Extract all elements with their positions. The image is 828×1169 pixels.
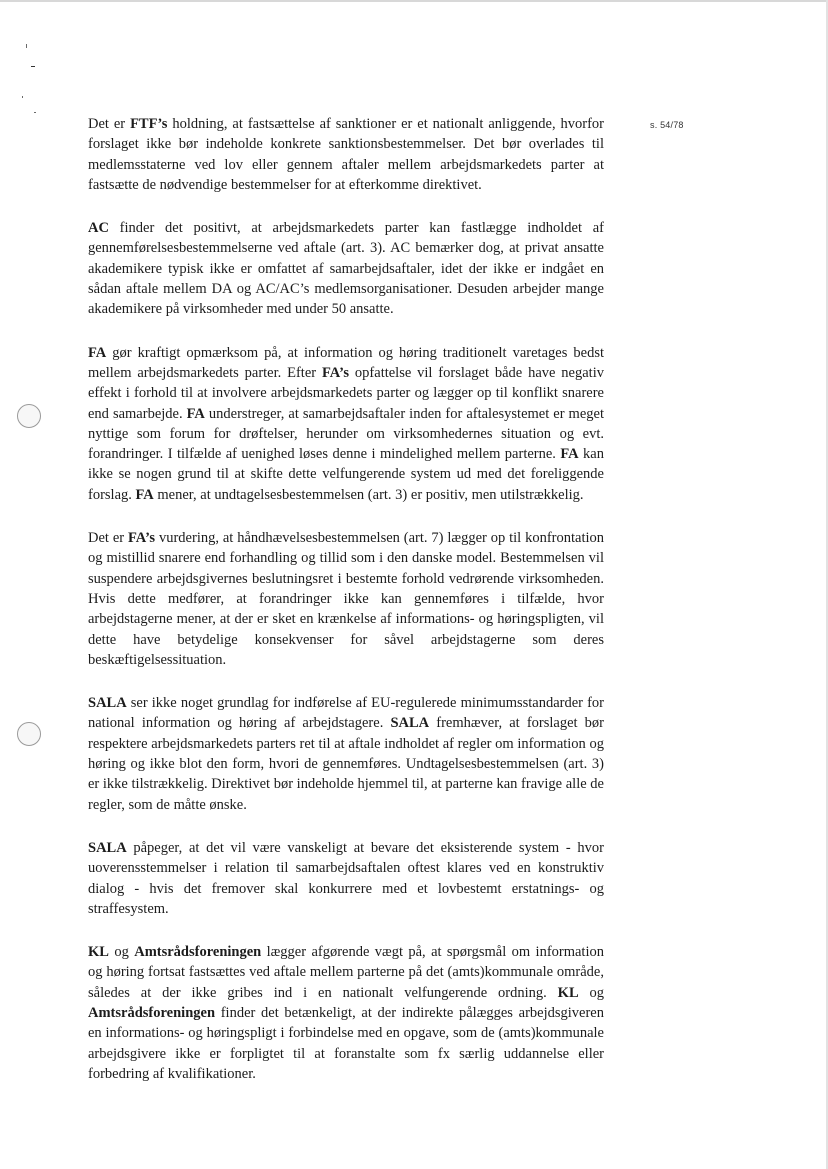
- organization-name: SALA: [88, 839, 127, 856]
- organization-name: SALA: [390, 715, 430, 732]
- paragraph-text: Det er: [88, 116, 131, 132]
- paragraph-text: fremhæver, at forslaget bør respektere arbejdsmarkedets parters ret til at aftale indholdet af regler om information og høring og ikke blot den form, hvori de gennemføres. Undtagelsesbestemmelsen (art. 3) er ikke tilstrækkelig. Direktivet bør indeholde hjemmel til, at parterne kan fravige alle de regler, som de måtte ønske.: [88, 715, 605, 813]
- paragraph-kl: [88, 942, 604, 1084]
- paragraph-sala-2: [88, 838, 604, 919]
- organization-name: FA: [186, 405, 205, 422]
- paragraph-fa-1: [88, 343, 604, 505]
- paragraph-text: opfattelse vil forslaget både have negativ effekt i forhold til at involvere arbejdsmarkedets parter og lægger op til konflikt snarere end samarbejde.: [88, 364, 604, 422]
- paragraph-ac: [88, 218, 604, 319]
- paragraph-text: holdning, at fastsættelse af sanktioner er et nationalt anliggende, hvorfor forslaget ikke bør indeholde konkrete sanktionsbestemmelser. Det bør overlades til medlemsstaterne ved lov eller gennem aftaler mellem arbejdsmarkedets parter at fastsætte de nødvendige bestemmelser for at efterkomme direktivet.: [88, 116, 604, 193]
- scan-speck: [34, 112, 36, 113]
- paragraph-text: ser ikke noget grundlag for indførelse af EU-regulerede minimumsstandarder for national information og høring af arbejdstagere.: [88, 695, 604, 732]
- organization-name: SALA: [88, 695, 127, 712]
- paragraph-text: gør kraftigt opmærksom på, at information og høring traditionelt varetages bedst mellem arbejdsmarkedets parter. Efter: [88, 344, 604, 381]
- punch-hole-upper: [17, 404, 41, 428]
- body-text: [88, 114, 604, 1107]
- paragraph-text: mener, at undtagelsesbestemmelsen (art. 3) er positiv, men utilstrækkelig.: [153, 486, 584, 503]
- scan-speck: [22, 96, 23, 98]
- scan-edge-top: [0, 0, 828, 2]
- organization-name: FA: [135, 486, 154, 503]
- organization-name: FA’s: [321, 364, 350, 381]
- paragraph-sala-1: [88, 693, 604, 815]
- paragraph-text: Det er: [88, 530, 128, 547]
- paragraph-text: finder det positivt, at arbejdsmarkedets parter kan fastlægge indholdet af gennemførelsesbestemmelserne ved aftale (art. 3). AC bemærker dog, at privat ansatte akademikere typisk ikke er omfattet af samarbejdsaftaler, idet der ikke er indgået en sådan aftale mellem DA og AC/AC’s medlemsorganisationer. Desuden arbejder mange akademikere på virksomheder med under 50 ansatte.: [88, 220, 604, 318]
- organization-name: FA: [560, 446, 579, 463]
- scan-speck: [31, 66, 35, 67]
- organization-name: Amtsrådsforeningen: [88, 1004, 216, 1021]
- paragraph-text: og: [578, 984, 605, 1001]
- punch-hole-lower: [17, 722, 41, 746]
- paragraph-text: kan ikke se nogen grund til at skifte dette velfungerende system ud med det foreliggende forslag.: [88, 446, 604, 503]
- paragraph-text: finder det betænkeligt, at der indirekte pålægges arbejdsgiveren en informations- og høringspligt i forbindelse med en opgave, som de (amts)kommunale arbejdsgivere ikke er forpligtet til at foranstalte som fx særlig uddannelse eller forbedring af kvalifikationer.: [88, 1004, 604, 1082]
- paragraph-text: og: [108, 944, 135, 961]
- organization-name: KL: [557, 984, 579, 1001]
- organization-name: FA: [88, 344, 107, 361]
- paragraph-fa-2: [88, 528, 604, 670]
- organization-name: FA’s: [127, 530, 156, 547]
- organization-name: FTF’s: [130, 116, 168, 132]
- scan-speck: [26, 44, 27, 48]
- paragraph-text: påpeger, at det vil være vanskeligt at bevare det eksisterende system - hvor uoverensstemmelser i relation til samarbejdsaftalen oftest klares ved en konstruktiv dialog - hvis det fremover skal konkurrere med et lovbestemt erstatnings- og straffesystem.: [88, 839, 604, 917]
- paragraph-ftf: [88, 114, 604, 195]
- paragraph-text: lægger afgørende vægt på, at spørgsmål om information og høring fortsat fastsættes ved aftale mellem parterne på det (amts)kommunale område, således at der ikke gribes ind i en nationalt velfungerende ordning.: [88, 944, 604, 1001]
- paragraph-text: vurdering, at håndhævelsesbestemmelsen (art. 7) lægger op til konfrontation og mistillid snarere end forhandling og tillid som i den danske model. Bestemmelsen vil suspendere arbejdsgivernes beslutningsret i bestemte forhold vedrørende virksomheden. Hvis dette medfører, at forandringer ikke kan gennemføres i tilfælde, hvor arbejdstagerne mener, at der er sket en krænkelse af informations- og høringspligten, vil dette have betydelige konsekvenser for såvel arbejdstagerne som deres beskæftigelsessituation.: [88, 530, 604, 668]
- organization-name: Amtsrådsforeningen: [134, 944, 262, 961]
- organization-name: KL: [88, 944, 109, 961]
- paragraph-text: understreger, at samarbejdsaftaler inden for aftalesystemet er meget nyttige som forum for drøftelser, herunder om virksomhedernes situation og evt. forandringer. I tilfælde af uenighed løses denne i mindelighed mellem parterne.: [88, 405, 604, 463]
- page-reference: s. 54/78: [650, 120, 684, 130]
- organization-name: AC: [88, 220, 109, 237]
